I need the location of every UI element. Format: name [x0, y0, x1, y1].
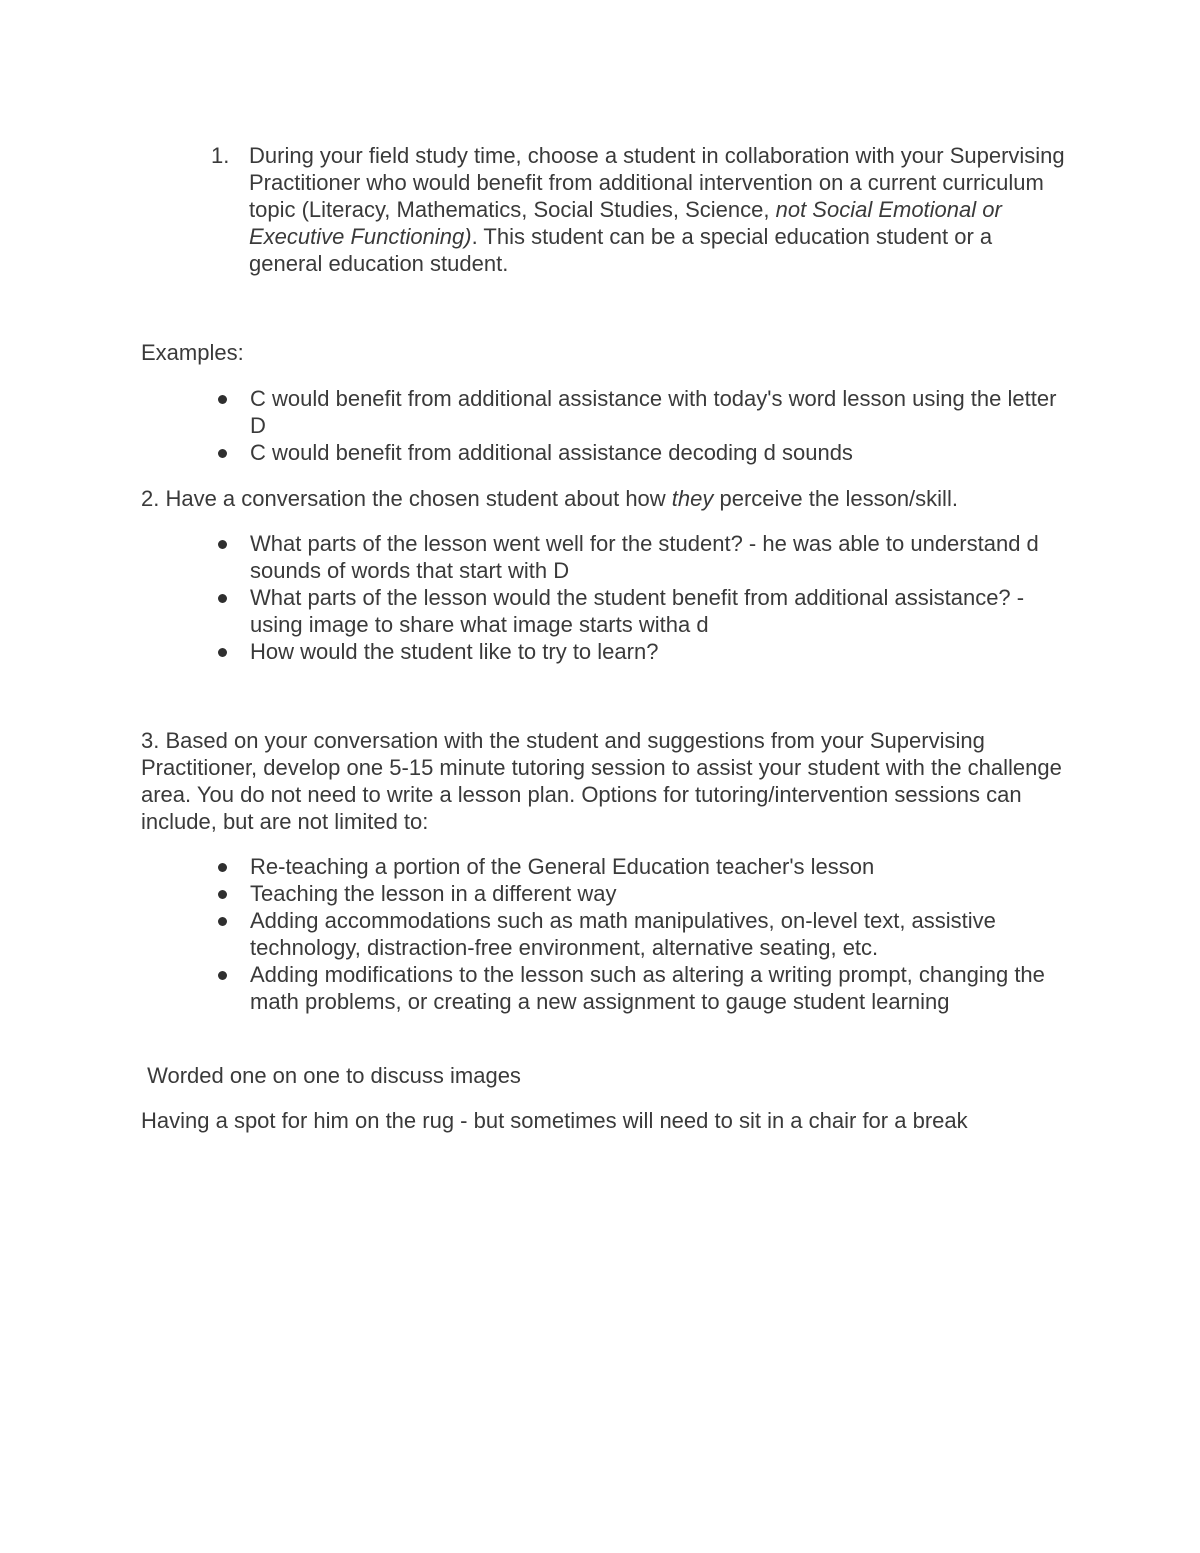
note-line-2: Having a spot for him on the rug - but sometimes will need to sit in a chair for a break: [141, 1108, 968, 1133]
bullet-icon: [212, 439, 250, 466]
list-item: What parts of the lesson went well for the student? - he was able to understand d sounds of words that start with D: [212, 530, 1072, 584]
examples-list: [212, 385, 1072, 466]
bullet-icon: [212, 853, 250, 880]
list-item: Adding accommodations such as math manipulatives, on-level text, assistive technology, distraction-free environment, alternative seating, etc.: [212, 907, 1072, 961]
list-item: Teaching the lesson in a different way: [212, 880, 1072, 907]
list-item: C would benefit from additional assistance with today's word lesson using the letter D: [212, 385, 1072, 439]
bullet-icon: [212, 584, 250, 638]
list-item: What parts of the lesson would the student benefit from additional assistance? - using image to share what image starts witha d: [212, 584, 1072, 638]
list-item: How would the student like to try to learn?: [212, 638, 1072, 665]
bullet-icon: [212, 961, 250, 1015]
list-item: Adding modifications to the lesson such as altering a writing prompt, changing the math problems, or creating a new assignment to gauge student learning: [212, 961, 1072, 1015]
item-3-text: 3. Based on your conversation with the student and suggestions from your Supervising Practitioner, develop one 5-15 minute tutoring session to assist your student with the challenge area. You do not need to write a lesson plan. Options for tutoring/intervention sessions can include, but are not limited to:: [141, 728, 1062, 834]
bullet-icon: [212, 530, 250, 584]
examples-heading: Examples:: [141, 340, 244, 365]
item-3-options-list: [212, 853, 1072, 1015]
bullet-icon: [212, 638, 250, 665]
numbered-item-1: [211, 142, 1071, 277]
list-number: 1.: [211, 143, 230, 168]
item-2-text: 2. Have a conversation the chosen student about how they perceive the lesson/skill.: [141, 486, 958, 511]
bullet-icon: [212, 385, 250, 439]
list-item: Re-teaching a portion of the General Education teacher's lesson: [212, 853, 1072, 880]
bullet-icon: [212, 907, 250, 961]
note-line-1: Worded one on one to discuss images: [141, 1063, 521, 1088]
list-item: C would benefit from additional assistance decoding d sounds: [212, 439, 1072, 466]
item-2-questions-list: [212, 530, 1072, 665]
bullet-icon: [212, 880, 250, 907]
item-1-text: During your field study time, choose a student in collaboration with your Supervising Practitioner who would benefit from additional intervention on a current curriculum topic (Literacy, Mathematics, Social Studies, Science, not Social Emotional or Executive Functioning). This student can be a special education student or a general education student.: [249, 143, 1065, 276]
